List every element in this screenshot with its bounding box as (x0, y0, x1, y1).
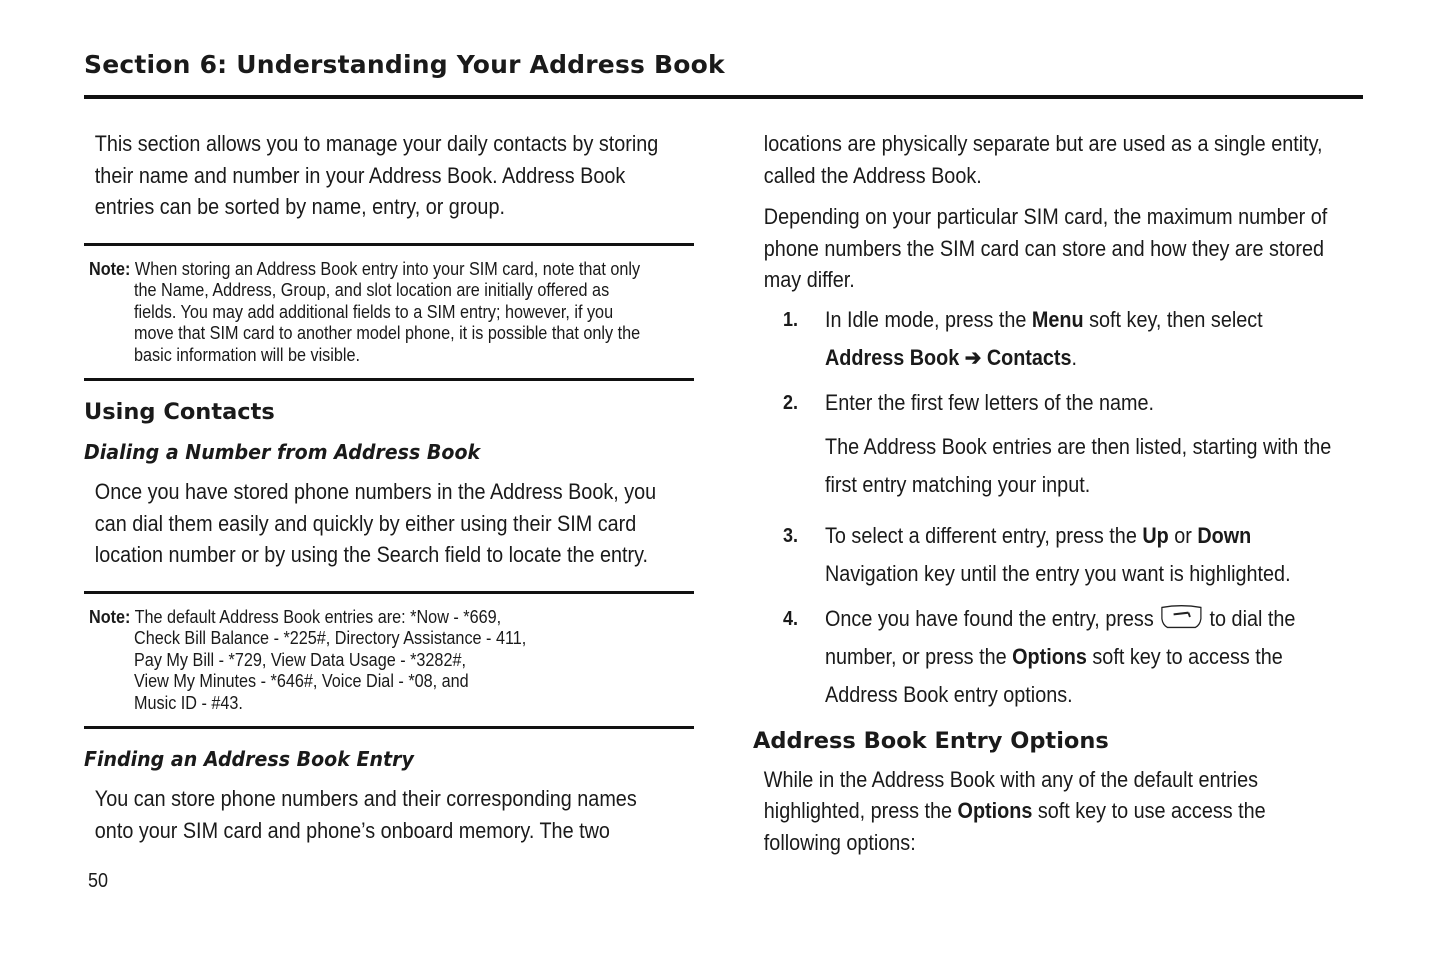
page-number: 50 (88, 870, 109, 892)
depending-paragraph: Depending on your particular SIM card, the maximum number of phone numbers the SIM card can store and how they are stored may differ. (763, 204, 1328, 292)
dialing-heading: Dialing a Number from Address Book (84, 440, 481, 464)
dialing-paragraph: Once you have stored phone numbers in the Address Book, you can dial them easily and quickly by either using their SIM card location number or by using the Search field to locate the entry. (94, 479, 657, 567)
finding-paragraph: You can store phone numbers and their corresponding names onto your SIM card and phone’s onboard memory. The two (94, 786, 637, 843)
left-column (84, 128, 694, 846)
note-sim-storage: Note: When storing an Address Book entry into your SIM card, note that only the Name, Address, Group, and slot location are initially offered as fields. You may add additional fields to a SIM entry; however, if you move that SIM card to another model phone, it is possible that only the basic information will be visible. (84, 243, 694, 382)
finding-heading: Finding an Address Book Entry (84, 747, 414, 771)
step-number: 4. (783, 607, 799, 630)
title-rule (84, 95, 1363, 99)
note-label: Note: (89, 606, 131, 627)
step-2: 2. Enter the first few letters of the name. The Address Book entries are then listed, starting with the first entry matching your input. (753, 384, 1365, 504)
step-1: 1. In Idle mode, press the Menu soft key, then select Address Book ➔ Contacts. (753, 301, 1365, 377)
step-number: 2. (783, 391, 799, 414)
intro-paragraph: This section allows you to manage your daily contacts by storing their name and number in your Address Book. Address Book entries can be sorted by name, entry, or group. (94, 131, 659, 219)
menu-key-label: Menu (1031, 306, 1084, 332)
up-key-label: Up (1142, 522, 1169, 548)
step-3: 3. To select a different entry, press the Up or Down Navigation key until the entry you want is highlighted. (753, 517, 1365, 593)
step-number: 3. (783, 524, 799, 547)
send-key-icon (1159, 604, 1204, 630)
step-4: 4. Once you have found the entry, press to dial the number, or press the Options soft key to access the Address Book entry options. (753, 600, 1365, 714)
entry-options-heading: Address Book Entry Options (753, 727, 1109, 754)
section-title: Section 6: Understanding Your Address Book (84, 50, 725, 79)
right-column (753, 128, 1365, 858)
entry-options-paragraph: While in the Address Book with any of the default entries highlighted, press the Options soft key to use access the following options: (763, 766, 1266, 855)
note-default-entries: Note: The default Address Book entries are: *Now - *669, Check Bill Balance - *225#, Directory Assistance - 411, Pay My Bill - *729, View Data Usage - *3282#, View My Minutes - *646#, Voice Dial - *08, and Music ID - #43. (84, 591, 694, 730)
menu-path: Address Book ➔ Contacts (825, 344, 1072, 370)
options-key-label: Options (1012, 643, 1087, 669)
continued-paragraph: locations are physically separate but are used as a single entity, called the Address Book. (763, 131, 1323, 188)
down-key-label: Down (1197, 522, 1252, 548)
options-key-label: Options (957, 798, 1033, 823)
step-number: 1. (783, 308, 799, 331)
note-label: Note: (89, 258, 131, 279)
using-contacts-heading: Using Contacts (84, 399, 275, 425)
